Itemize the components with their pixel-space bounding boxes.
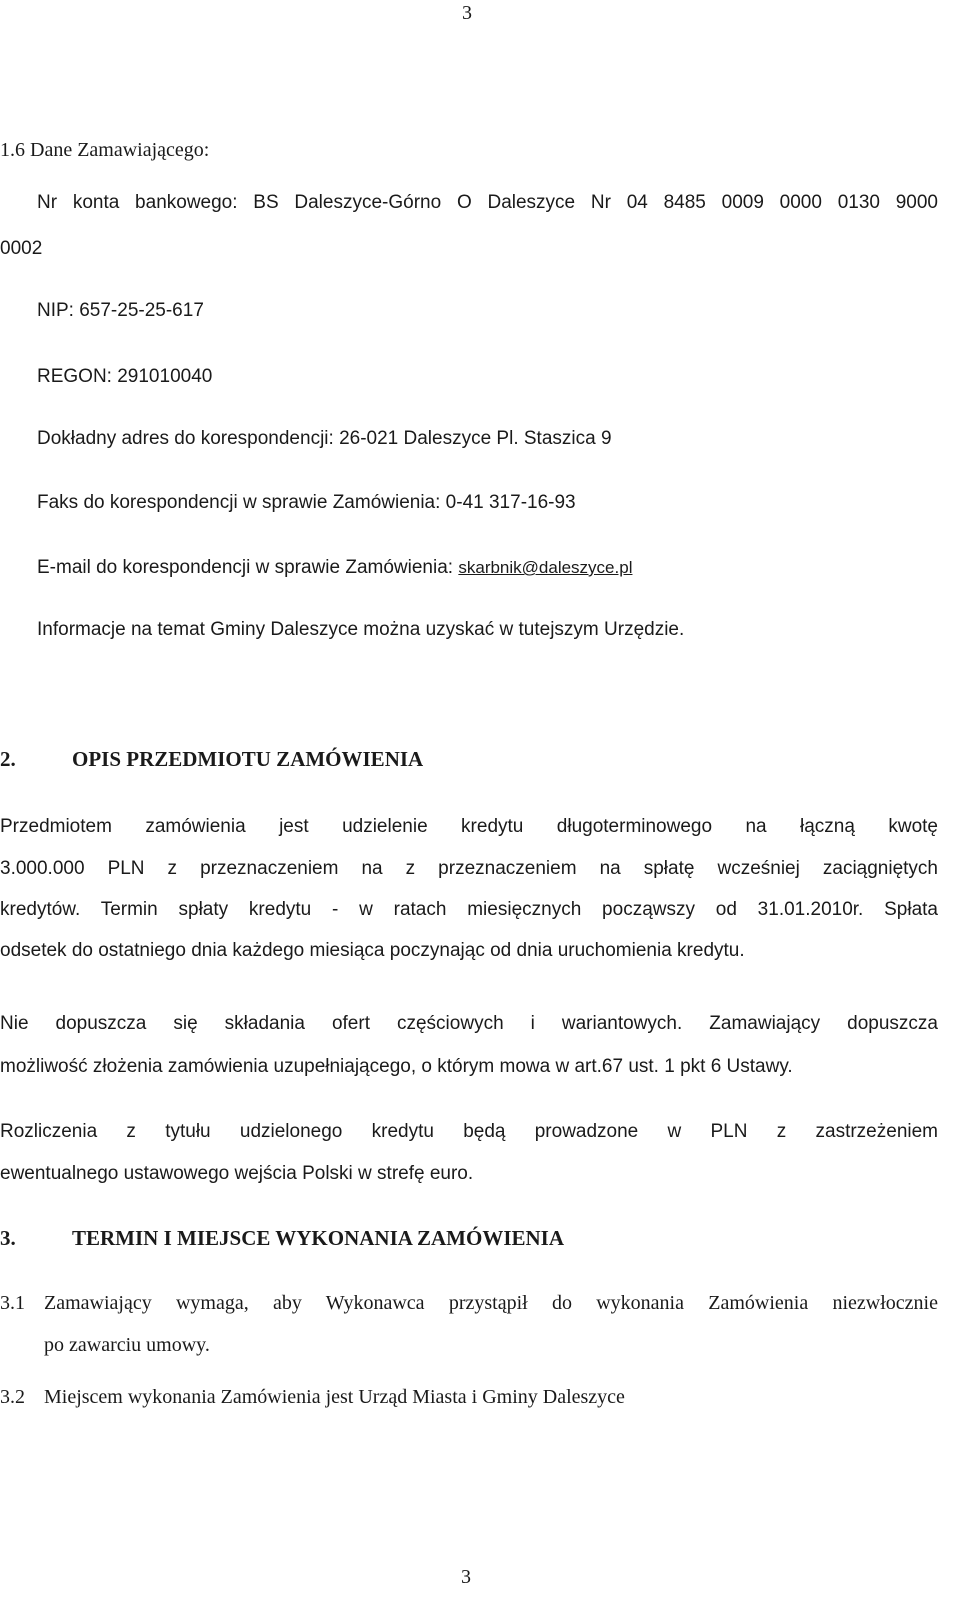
email-label: E-mail do korespondencji w sprawie Zamówienia: — [37, 557, 459, 578]
paragraph-1-line-1: Przedmiotem zamówienia jest udzielenie kredytu długoterminowego na łączną kwotę — [0, 816, 938, 837]
paragraph-2-line-2: możliwość złożenia zamówienia uzupełniającego, o którym mowa w art.67 ust. 1 pkt 6 Ustawy. — [0, 1056, 793, 1077]
section-3-title: TERMIN I MIEJSCE WYKONANIA ZAMÓWIENIA — [72, 1226, 565, 1250]
paragraph-1-line-2: 3.000.000 PLN z przeznaczeniem na z przeznaczeniem na spłatę wcześniej zaciągniętych — [0, 858, 938, 879]
header-page-number: 3 — [462, 2, 472, 24]
section-2-number: 2. — [0, 747, 16, 771]
info-line: Informacje na temat Gminy Daleszyce można uzyskać w tutejszym Urzędzie. — [37, 619, 685, 640]
item-3-2-number: 3.2 — [0, 1386, 25, 1408]
email-line — [37, 557, 632, 579]
bank-account-line-1: Nr konta bankowego: BS Daleszyce-Górno O Daleszyce Nr 04 8485 0009 0000 0130 9000 — [37, 192, 938, 213]
regon-line: REGON: 291010040 — [37, 366, 213, 387]
item-3-1-line-2: po zawarciu umowy. — [44, 1334, 210, 1356]
footer-page-number: 3 — [461, 1566, 471, 1588]
item-3-1-line-1: Zamawiający wymaga, aby Wykonawca przystąpił do wykonania Zamówienia niezwłocznie — [44, 1292, 938, 1314]
bank-account-line-2: 0002 — [0, 238, 43, 259]
section-1-6-title: 1.6 Dane Zamawiającego: — [0, 139, 210, 161]
item-3-1-number: 3.1 — [0, 1292, 25, 1314]
paragraph-1-line-3: kredytów. Termin spłaty kredytu - w ratach miesięcznych począwszy od 31.01.2010r. Spłata — [0, 899, 938, 920]
fax-line: Faks do korespondencji w sprawie Zamówienia: 0-41 317-16-93 — [37, 492, 576, 513]
email-link[interactable]: skarbnik@daleszyce.pl — [458, 558, 633, 577]
item-3-2-text: Miejscem wykonania Zamówienia jest Urząd Miasta i Gminy Daleszyce — [44, 1386, 625, 1408]
section-2-title: OPIS PRZEDMIOTU ZAMÓWIENIA — [72, 747, 424, 771]
nip-line: NIP: 657-25-25-617 — [37, 300, 204, 321]
section-3-number: 3. — [0, 1226, 16, 1250]
paragraph-3-line-2: ewentualnego ustawowego wejścia Polski w strefę euro. — [0, 1163, 474, 1184]
paragraph-3-line-1: Rozliczenia z tytułu udzielonego kredytu będą prowadzone w PLN z zastrzeżeniem — [0, 1121, 938, 1142]
address-line: Dokładny adres do korespondencji: 26-021 Daleszyce Pl. Staszica 9 — [37, 428, 612, 449]
paragraph-1-line-4: odsetek do ostatniego dnia każdego miesiąca poczynając od dnia uruchomienia kredytu. — [0, 940, 745, 961]
paragraph-2-line-1: Nie dopuszcza się składania ofert częściowych i wariantowych. Zamawiający dopuszcza — [0, 1013, 938, 1034]
